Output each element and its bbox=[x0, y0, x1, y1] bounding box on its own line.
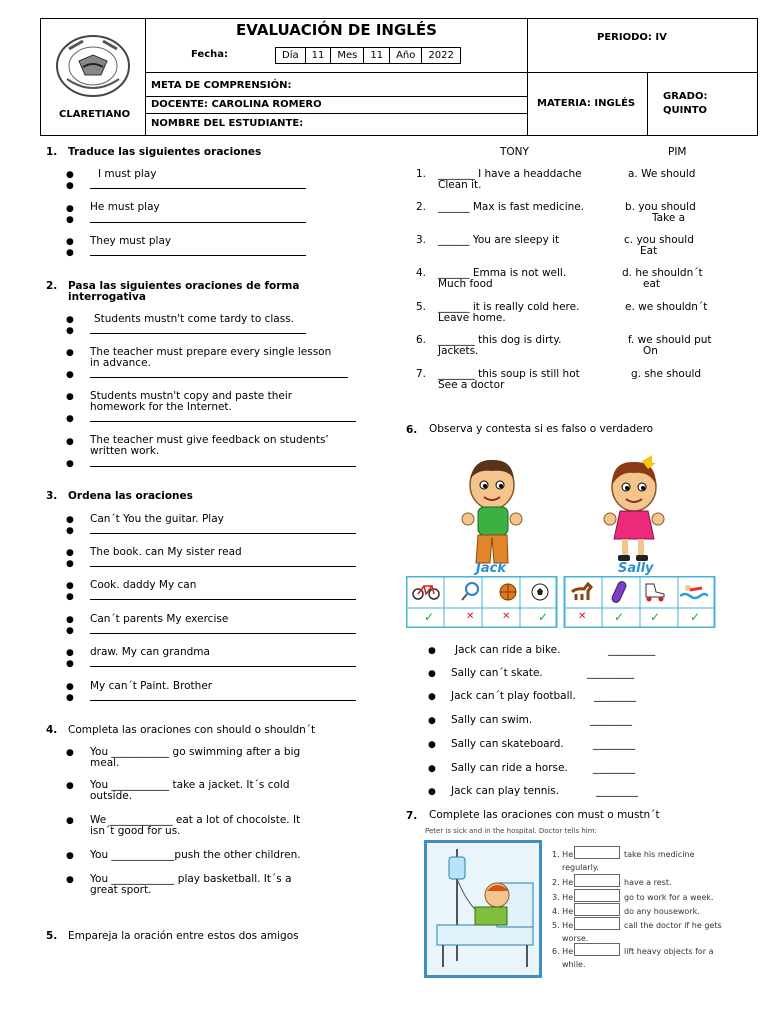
answer-line[interactable] bbox=[90, 377, 348, 378]
date-day-label: Día bbox=[276, 48, 306, 63]
bullet: ● bbox=[66, 693, 74, 703]
header-divider bbox=[527, 19, 528, 135]
tf-answer-blank[interactable]: ________ bbox=[596, 785, 638, 797]
section-1-number: 1. bbox=[46, 146, 58, 158]
bullet: ● bbox=[66, 370, 74, 380]
s2-item-3-line2: homework for the Internet. bbox=[90, 401, 232, 413]
s2-item-1: Students mustn't come tardy to class. bbox=[94, 313, 295, 325]
jack-label: Jack bbox=[476, 561, 506, 576]
must-item-prefix: 1. He bbox=[552, 850, 574, 859]
s4-item-4: You ____________push the other children. bbox=[90, 849, 301, 861]
s3-item-5: draw. My can grandma bbox=[90, 646, 210, 658]
hospital-picture bbox=[424, 840, 542, 978]
bullet: ● bbox=[66, 592, 74, 602]
bullet: ● bbox=[66, 215, 74, 225]
date-month-label: Mes bbox=[331, 48, 364, 63]
s4-item-5-line2: great sport. bbox=[90, 884, 152, 896]
must-item-prefix: 6. He bbox=[552, 947, 574, 956]
must-item-text: do any housework. bbox=[624, 907, 700, 916]
section-6-number: 6. bbox=[406, 424, 418, 436]
header-divider bbox=[145, 113, 527, 114]
must-answer-box[interactable] bbox=[574, 874, 620, 887]
section-5-title: Empareja la oración entre estos dos amigos bbox=[68, 930, 299, 942]
skateboard-icon bbox=[608, 580, 630, 607]
tf-answer-blank[interactable]: ________ bbox=[594, 690, 636, 702]
tf-statement: Sally can ride a horse. bbox=[451, 762, 568, 774]
tf-statement: Sally can skateboard. bbox=[451, 738, 564, 750]
match-right-line1: b. you should bbox=[625, 201, 696, 213]
match-left-line1: ______ it is really cold here. bbox=[438, 301, 580, 313]
bike-icon bbox=[412, 582, 440, 603]
must-item-text-cont: worse. bbox=[562, 934, 589, 943]
bullet: ● bbox=[66, 659, 74, 669]
section-7-caption: Peter is sick and in the hospital. Doctor tells him: bbox=[425, 827, 597, 835]
must-item-text: take his medicine bbox=[624, 850, 695, 859]
match-number: 7. bbox=[416, 368, 427, 380]
tf-answer-blank[interactable]: ________ bbox=[593, 738, 635, 750]
match-right-line2: On bbox=[643, 345, 658, 357]
bullet: ● bbox=[66, 548, 74, 558]
must-answer-box[interactable] bbox=[574, 889, 620, 902]
section-6-title: Observa y contesta si es falso o verdadero bbox=[429, 423, 654, 435]
bullet: ● bbox=[66, 348, 74, 358]
answer-line[interactable] bbox=[90, 533, 356, 534]
s1-item-1: I must play bbox=[98, 168, 157, 180]
periodo-label: PERIODO: IV bbox=[597, 32, 667, 43]
match-number: 6. bbox=[416, 334, 427, 346]
section-7-title: Complete las oraciones con must o mustn´t bbox=[429, 809, 660, 821]
tf-statement: Sally can´t skate. bbox=[451, 667, 543, 679]
match-left-line1: ______ You are sleepy it bbox=[438, 234, 560, 246]
bullet: ● bbox=[66, 326, 74, 336]
answer-line[interactable] bbox=[90, 666, 356, 667]
check-icon: ✓ bbox=[650, 610, 661, 624]
bullet: ● bbox=[428, 740, 436, 750]
match-number: 2. bbox=[416, 201, 427, 213]
header-table bbox=[40, 18, 758, 136]
bullet: ● bbox=[66, 248, 74, 258]
activity-grid bbox=[406, 576, 716, 631]
tf-answer-blank[interactable]: ________ bbox=[593, 762, 635, 774]
date-year-value: 2022 bbox=[428, 50, 454, 61]
must-item-text-cont: regularly. bbox=[562, 863, 599, 872]
date-month-value: 11 bbox=[364, 48, 390, 63]
match-left-line1: _______ this soup is still hot bbox=[438, 368, 580, 380]
answer-line[interactable] bbox=[90, 633, 356, 634]
bullet: ● bbox=[428, 787, 436, 797]
match-right-line1: d. he shouldn´t bbox=[622, 267, 703, 279]
s2-item-4-line1: The teacher must give feedback on students’ bbox=[90, 434, 329, 446]
match-number: 4. bbox=[416, 267, 427, 279]
date-day-value: 11 bbox=[306, 48, 332, 63]
section-4-number: 4. bbox=[46, 724, 58, 736]
horse-icon bbox=[568, 582, 596, 605]
s2-item-3-line1: Students mustn't copy and paste their bbox=[90, 390, 293, 402]
estudiante-label: NOMBRE DEL ESTUDIANTE: bbox=[151, 118, 304, 129]
cross-icon: ✕ bbox=[466, 611, 475, 622]
section-2-title-line1: Pasa las siguientes oraciones de forma bbox=[68, 280, 300, 292]
jack-illustration bbox=[452, 455, 532, 576]
sally-label: Sally bbox=[618, 561, 654, 576]
section-3-number: 3. bbox=[46, 490, 58, 502]
page-title: EVALUACIÓN DE INGLÉS bbox=[236, 21, 437, 39]
s4-item-2-line1: You ___________ take a jacket. It´s cold bbox=[90, 779, 290, 791]
match-left-line2: See a doctor bbox=[438, 379, 505, 391]
tf-answer-blank[interactable]: _________ bbox=[608, 644, 656, 656]
cross-icon: ✕ bbox=[578, 611, 587, 622]
section-5-number: 5. bbox=[46, 930, 58, 942]
bullet: ● bbox=[66, 581, 74, 591]
match-number: 1. bbox=[416, 168, 427, 180]
match-left-line2: Jackets. bbox=[438, 345, 479, 357]
answer-line[interactable] bbox=[90, 566, 356, 567]
match-right-line1: f. we should put bbox=[628, 334, 712, 346]
grado-value: QUINTO bbox=[663, 105, 708, 116]
header-divider bbox=[145, 19, 146, 135]
s3-item-1: Can´t You the guitar. Play bbox=[90, 513, 224, 525]
answer-line[interactable] bbox=[90, 188, 306, 189]
match-left-line1: ______ Emma is not well. bbox=[438, 267, 567, 279]
match-number: 5. bbox=[416, 301, 427, 313]
tf-statement: Jack can´t play football. bbox=[451, 690, 576, 702]
must-item-text: have a rest. bbox=[624, 878, 672, 887]
bullet: ● bbox=[428, 669, 436, 679]
bullet: ● bbox=[66, 204, 74, 214]
s2-item-2-line1: The teacher must prepare every single lesson bbox=[90, 346, 332, 358]
bullet: ● bbox=[66, 170, 74, 180]
bullet: ● bbox=[66, 648, 74, 658]
must-item-prefix: 4. He bbox=[552, 907, 574, 916]
bullet: ● bbox=[66, 748, 74, 758]
s4-item-5-line1: You ____________ play basketball. It´s a bbox=[90, 873, 292, 885]
section-4-title: Completa las oraciones con should o shouldn´t bbox=[68, 724, 316, 736]
section-7-number: 7. bbox=[406, 810, 418, 822]
answer-line[interactable] bbox=[90, 222, 306, 223]
column-header-tony: TONY bbox=[500, 146, 529, 158]
docente-label: DOCENTE: CAROLINA ROMERO bbox=[151, 99, 322, 110]
answer-line[interactable] bbox=[90, 466, 356, 467]
bullet: ● bbox=[66, 459, 74, 469]
answer-line[interactable] bbox=[90, 333, 306, 334]
match-left-line1: ______ Max is fast medicine. bbox=[438, 201, 585, 213]
bullet: ● bbox=[66, 515, 74, 525]
answer-line[interactable] bbox=[90, 599, 356, 600]
bullet: ● bbox=[66, 682, 74, 692]
swimming-icon bbox=[680, 582, 708, 605]
bullet: ● bbox=[428, 716, 436, 726]
match-left-line2: Much food bbox=[438, 278, 493, 290]
section-2-title-line2: interrogativa bbox=[68, 291, 146, 303]
answer-line[interactable] bbox=[90, 700, 356, 701]
bullet: ● bbox=[66, 315, 74, 325]
match-number: 3. bbox=[416, 234, 427, 246]
must-item-text-cont: while. bbox=[562, 960, 586, 969]
bullet: ● bbox=[66, 615, 74, 625]
must-item-text: go to work for a week. bbox=[624, 893, 714, 902]
match-right-line2: Eat bbox=[640, 245, 658, 257]
check-icon: ✓ bbox=[424, 610, 435, 624]
match-left-line1: _______ I have a headdache bbox=[438, 168, 582, 180]
s4-item-1-line2: meal. bbox=[90, 757, 120, 769]
school-name: CLARETIANO bbox=[59, 109, 131, 120]
bullet: ● bbox=[66, 851, 74, 861]
bullet: ● bbox=[66, 181, 74, 191]
bullet: ● bbox=[66, 526, 74, 536]
s4-item-2-line2: outside. bbox=[90, 790, 133, 802]
s4-item-3-line1: We ____________ eat a lot of chocolste. It bbox=[90, 814, 301, 826]
match-left-line1: _______ this dog is dirty. bbox=[438, 334, 562, 346]
date-box bbox=[275, 47, 461, 64]
must-answer-box[interactable] bbox=[574, 943, 620, 956]
bullet: ● bbox=[66, 816, 74, 826]
s3-item-6: My can´t Paint. Brother bbox=[90, 680, 213, 692]
s4-item-3-line2: isn´t good for us. bbox=[90, 825, 181, 837]
grado-label: GRADO: bbox=[663, 91, 708, 102]
meta-label: META DE COMPRENSIÓN: bbox=[151, 80, 292, 91]
roller-skate-icon bbox=[642, 582, 668, 605]
fecha-label: Fecha: bbox=[191, 49, 229, 60]
s2-item-2-line2: in advance. bbox=[90, 357, 151, 369]
header-divider bbox=[145, 72, 757, 73]
materia-label: MATERIA: INGLÉS bbox=[537, 98, 636, 109]
tennis-racket-icon bbox=[460, 582, 480, 605]
column-header-pim: PIM bbox=[668, 146, 687, 158]
match-right-line2: eat bbox=[643, 278, 661, 290]
tf-statement: Jack can play tennis. bbox=[451, 785, 560, 797]
bullet: ● bbox=[428, 692, 436, 702]
bullet: ● bbox=[428, 646, 436, 656]
soccer-ball-icon bbox=[530, 582, 550, 605]
bullet: ● bbox=[66, 237, 74, 247]
must-answer-box[interactable] bbox=[574, 903, 620, 916]
must-item-text: lift heavy objects for a bbox=[624, 947, 714, 956]
s3-item-3: Cook. daddy My can bbox=[90, 579, 197, 591]
bullet: ● bbox=[66, 875, 74, 885]
s2-item-4-line2: written work. bbox=[90, 445, 160, 457]
tf-statement: Jack can ride a bike. bbox=[455, 644, 561, 656]
bullet: ● bbox=[66, 437, 74, 447]
must-item-text: call the doctor if he gets bbox=[624, 921, 722, 930]
answer-line[interactable] bbox=[90, 255, 306, 256]
match-right-line1: c. you should bbox=[624, 234, 694, 246]
check-icon: ✓ bbox=[614, 610, 625, 624]
must-answer-box[interactable] bbox=[574, 846, 620, 859]
cross-icon: ✕ bbox=[502, 611, 511, 622]
tf-answer-blank[interactable]: ________ bbox=[590, 714, 632, 726]
must-item-prefix: 5. He bbox=[552, 921, 574, 930]
date-year-label: Año bbox=[390, 48, 422, 63]
check-icon: ✓ bbox=[690, 610, 701, 624]
match-left-line2: Clean it. bbox=[438, 179, 482, 191]
section-2-number: 2. bbox=[46, 280, 58, 292]
s3-item-2: The book. can My sister read bbox=[90, 546, 242, 558]
must-answer-box[interactable] bbox=[574, 917, 620, 930]
bullet: ● bbox=[66, 781, 74, 791]
bullet: ● bbox=[66, 559, 74, 569]
match-right-line1: g. she should bbox=[631, 368, 702, 380]
s3-item-4: Can´t parents My exercise bbox=[90, 613, 229, 625]
s4-item-1-line1: You ___________ go swimming after a big bbox=[90, 746, 301, 758]
check-icon: ✓ bbox=[538, 610, 549, 624]
match-right-line1: a. We should bbox=[628, 168, 696, 180]
school-seal-logo bbox=[53, 31, 133, 104]
s1-item-2: He must play bbox=[90, 201, 160, 213]
sally-illustration bbox=[598, 455, 670, 568]
bullet: ● bbox=[428, 764, 436, 774]
match-right-line2: Take a bbox=[652, 212, 686, 224]
tf-answer-blank[interactable]: _________ bbox=[587, 667, 635, 679]
match-right-line1: e. we shouldn´t bbox=[625, 301, 708, 313]
bullet: ● bbox=[66, 392, 74, 402]
s1-item-3: They must play bbox=[90, 235, 172, 247]
section-1-title: Traduce las siguientes oraciones bbox=[68, 146, 262, 158]
match-left-line2: Leave home. bbox=[438, 312, 506, 324]
basketball-icon bbox=[498, 582, 518, 605]
answer-line[interactable] bbox=[90, 421, 356, 422]
header-divider bbox=[145, 96, 527, 97]
must-item-prefix: 3. He bbox=[552, 893, 574, 902]
bullet: ● bbox=[66, 414, 74, 424]
section-3-title: Ordena las oraciones bbox=[68, 490, 193, 502]
header-divider bbox=[647, 73, 648, 135]
must-item-prefix: 2. He bbox=[552, 878, 574, 887]
tf-statement: Sally can swim. bbox=[451, 714, 533, 726]
bullet: ● bbox=[66, 626, 74, 636]
